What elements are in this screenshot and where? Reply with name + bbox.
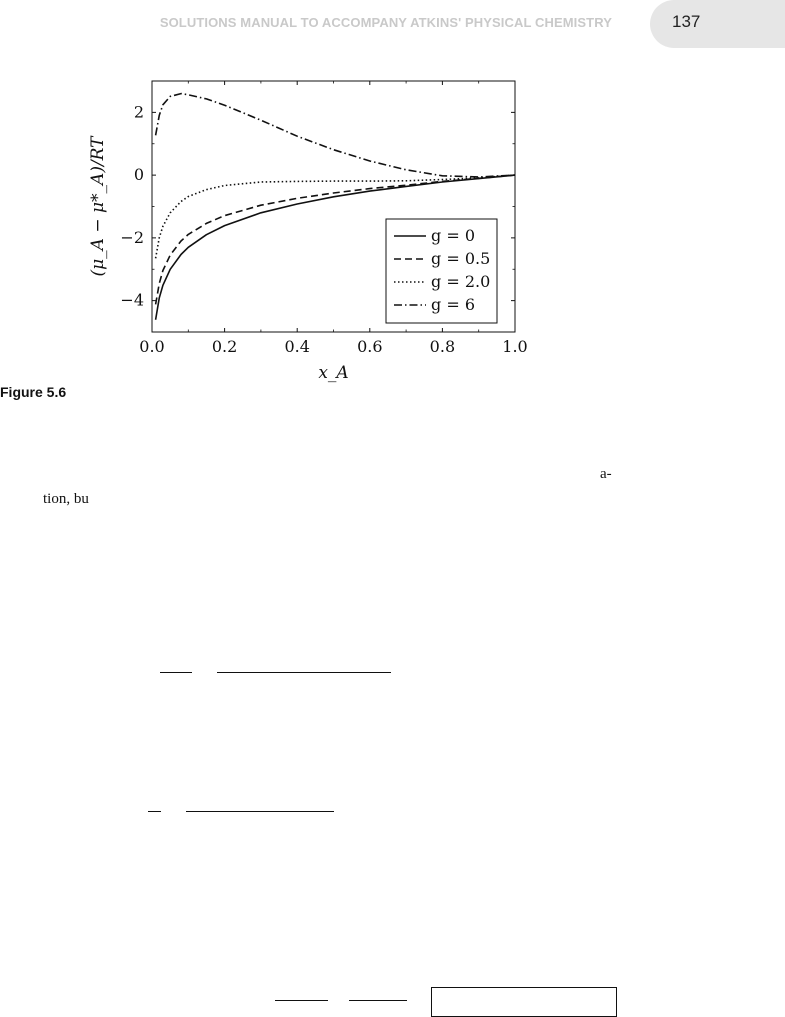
legend-label: g = 2.0: [431, 272, 491, 291]
fraction-rule: [148, 811, 161, 812]
fraction-rule: [160, 672, 192, 673]
x-tick-label: 0.8: [429, 337, 456, 356]
legend-label: g = 0: [431, 226, 475, 245]
page-number: 137: [672, 12, 701, 31]
y-axis-label: (μ_A − μ*_A)/RT: [88, 136, 108, 277]
x-axis-label: x_A: [318, 363, 349, 383]
fraction-rule: [349, 1000, 407, 1001]
x-tick-label: 0.4: [284, 337, 310, 356]
text-fragment-right: a-: [600, 466, 612, 482]
y-tick-label: −4: [120, 290, 144, 310]
y-tick-label: 2: [133, 102, 144, 122]
text-fragment-left: tion, bu: [43, 491, 89, 507]
x-tick-label: 0.0: [139, 337, 165, 356]
running-head: SOLUTIONS MANUAL TO ACCOMPANY ATKINS' PHYSICAL CHEMISTRY: [159, 15, 612, 30]
legend-label: g = 0.5: [431, 249, 491, 268]
y-tick-label: −2: [120, 227, 144, 247]
series-line: [156, 94, 515, 177]
fraction-rule: [275, 1000, 328, 1001]
figure-caption: Figure 5.6: [0, 384, 67, 400]
x-tick-label: 0.6: [357, 337, 383, 356]
y-tick-label: 0: [133, 165, 144, 185]
result-box: [431, 987, 617, 1017]
fraction-rule: [217, 672, 391, 673]
x-tick-label: 0.2: [211, 337, 238, 356]
fraction-rule: [186, 811, 334, 812]
legend-label: g = 6: [431, 295, 475, 314]
line-chart: [0, 0, 785, 400]
x-tick-label: 1.0: [502, 337, 528, 356]
